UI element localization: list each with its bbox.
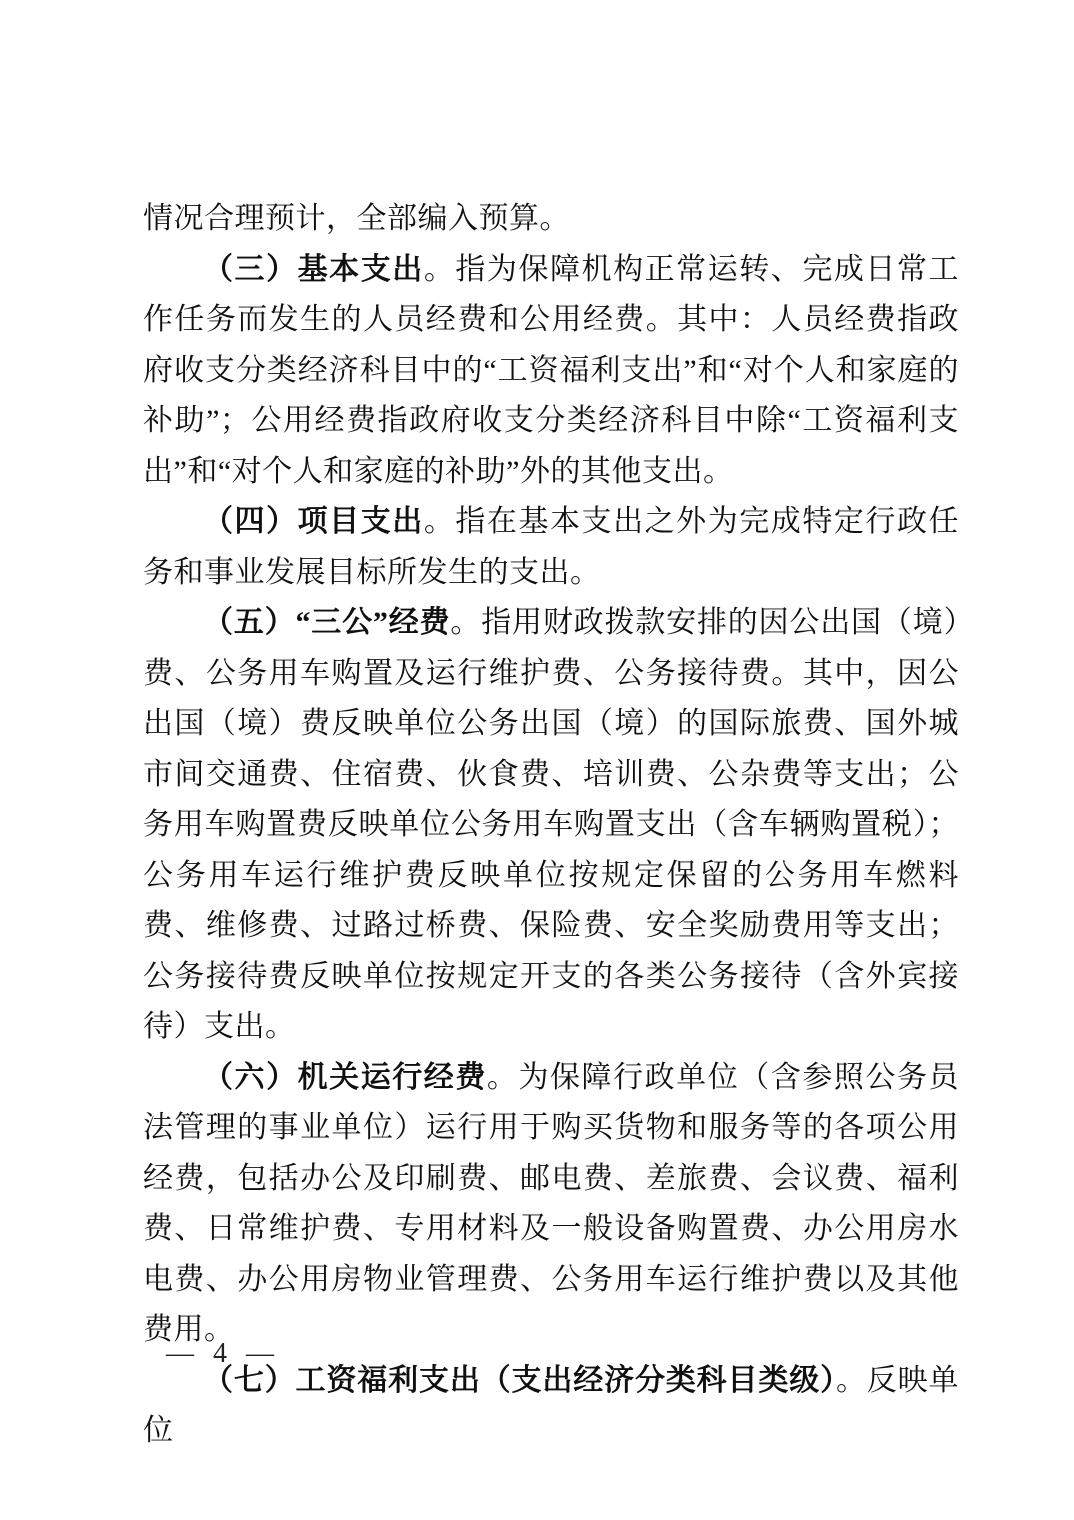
- page-number: — 4 —: [166, 1338, 280, 1369]
- page-body-text: [143, 194, 959, 1457]
- paragraph-text: 。为保障行政单位（含参照公务员法管理的事业单位）运行用于购买货物和服务等的各项公用经费，包括办公及印刷费、邮电费、差旅费、会议费、福利费、日常维护费、专用材料及一般设备购置费、办公用房水电费、办公用房物业管理费、公务用车运行维护费以及其他费用。: [143, 1060, 960, 1346]
- paragraph: [143, 1053, 959, 1356]
- paragraph: [143, 497, 959, 598]
- paragraph-text: 。反映单位: [143, 1363, 960, 1447]
- paragraph-text: 。指在基本支出之外为完成特定行政任务和事业发展目标所发生的支出。: [143, 505, 960, 589]
- paragraph: [143, 598, 959, 1053]
- paragraph-lead: （三）基本支出: [203, 252, 424, 286]
- paragraph-text: 。指用财政拨款安排的因公出国（境）费、公务用车购置及运行维护费、公务接待费。其中，因公出国（境）费反映单位公务出国（境）的国际旅费、国外城市间交通费、住宿费、伙食费、培训费、公杂费等支出；公务用车购置费反映单位公务用车购置支出（含车辆购置税）；公务用车运行维护费反映单位按规定保留的公务用车燃料费、维修费、过路过桥费、保险费、安全奖励费用等支出；公务接待费反映单位按规定开支的各类公务接待（含外宾接待）支出。: [143, 606, 960, 1043]
- paragraph-text: 。指为保障机构正常运转、完成日常工作任务而发生的人员经费和公用经费。其中：人员经费指政府收支分类经济科目中的“工资福利支出”和“对个人和家庭的补助”；公用经费指政府收支分类经济科目中除“工资福利支出”和“对个人和家庭的补助”外的其他支出。: [143, 252, 960, 488]
- paragraph-lead: （七）工资福利支出（支出经济分类科目类级）: [203, 1363, 836, 1397]
- paragraph-lead: （六）机关运行经费: [203, 1060, 487, 1094]
- paragraph: [143, 1356, 959, 1457]
- paragraph-lead: （五）“三公”经费: [203, 606, 451, 639]
- paragraph-text: 情况合理预计，全部编入预算。: [143, 202, 570, 235]
- paragraph-lead: （四）项目支出: [203, 505, 424, 538]
- paragraph: [143, 245, 959, 498]
- paragraph: [143, 194, 959, 245]
